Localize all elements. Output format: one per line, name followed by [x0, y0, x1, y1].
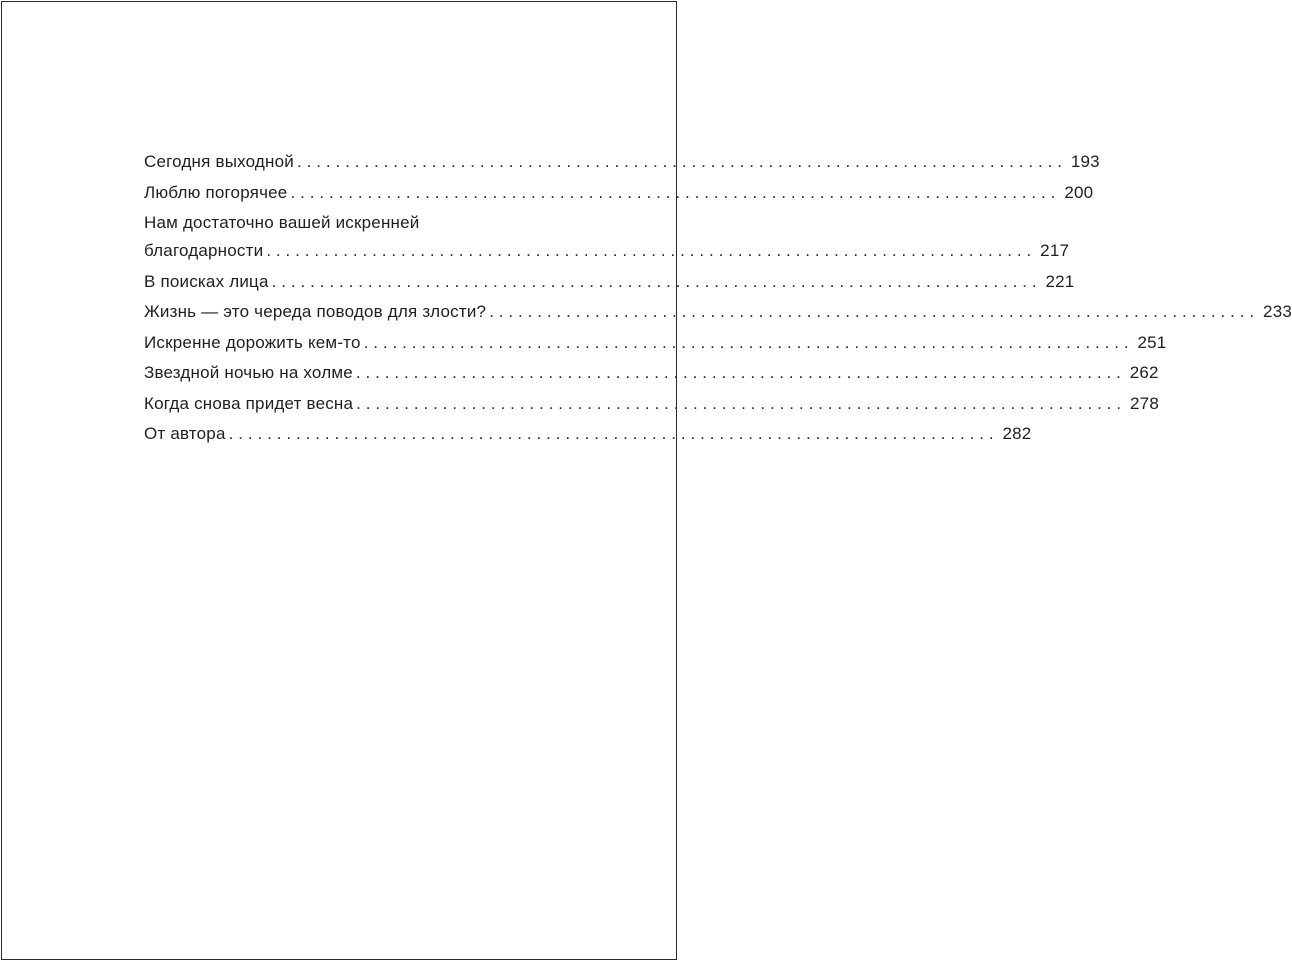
dot-leader: ................................................................................ — [266, 241, 1037, 260]
toc-entry-title: Когда снова придет весна — [144, 393, 354, 413]
toc-entry-page: 262 — [1129, 363, 1159, 382]
toc-entry-title: Люблю погорячее — [144, 182, 288, 202]
dot-leader: ................................................................................ — [271, 271, 1042, 291]
dot-leader: ................................................................................ — [228, 424, 999, 443]
dot-leader: ................................................................................ — [290, 182, 1061, 202]
toc-entry — [144, 148, 1100, 176]
toc-entry-page: 278 — [1130, 393, 1159, 413]
toc-entry — [144, 359, 1159, 387]
toc-entry-title: Искренне дорожить кем-то — [144, 332, 361, 352]
toc-entry — [144, 268, 1075, 296]
toc-entry-page: 251 — [1137, 332, 1167, 352]
toc-entry-title: От автора — [144, 424, 226, 443]
dot-leader: ................................................................................ — [296, 152, 1067, 171]
toc-entry-page: 221 — [1045, 271, 1075, 291]
dot-leader: ................................................................................ — [363, 332, 1134, 352]
dot-leader: ................................................................................ — [489, 302, 1260, 321]
toc-entry — [144, 420, 1032, 448]
toc-entry-page: 193 — [1070, 152, 1100, 171]
toc-entry — [144, 179, 1094, 207]
toc-entry-title: Жизнь — это череда поводов для злости? — [144, 302, 487, 321]
toc-entry-page: 200 — [1064, 182, 1094, 202]
toc-entry — [144, 209, 1070, 265]
toc-entry-page: 282 — [1002, 424, 1032, 443]
toc-entry-page: 217 — [1040, 241, 1070, 260]
toc-entry-page: 233 — [1263, 302, 1292, 321]
toc-entry-title: В поисках лица — [144, 271, 269, 291]
book-page — [1, 1, 1292, 960]
toc-entry — [144, 298, 1292, 326]
toc-entry — [144, 329, 1167, 357]
table-of-contents — [144, 148, 1292, 451]
toc-entry-title: Сегодня выходной — [144, 152, 294, 171]
toc-entry-title-line1: Нам достаточно вашей искренней — [144, 213, 420, 232]
toc-entry-title: Звездной ночью на холме — [144, 363, 353, 382]
toc-entry — [144, 390, 1159, 418]
dot-leader: ................................................................................ — [356, 393, 1127, 413]
dot-leader: ................................................................................ — [355, 363, 1126, 382]
toc-entry-title-line2: благодарности — [144, 241, 264, 260]
